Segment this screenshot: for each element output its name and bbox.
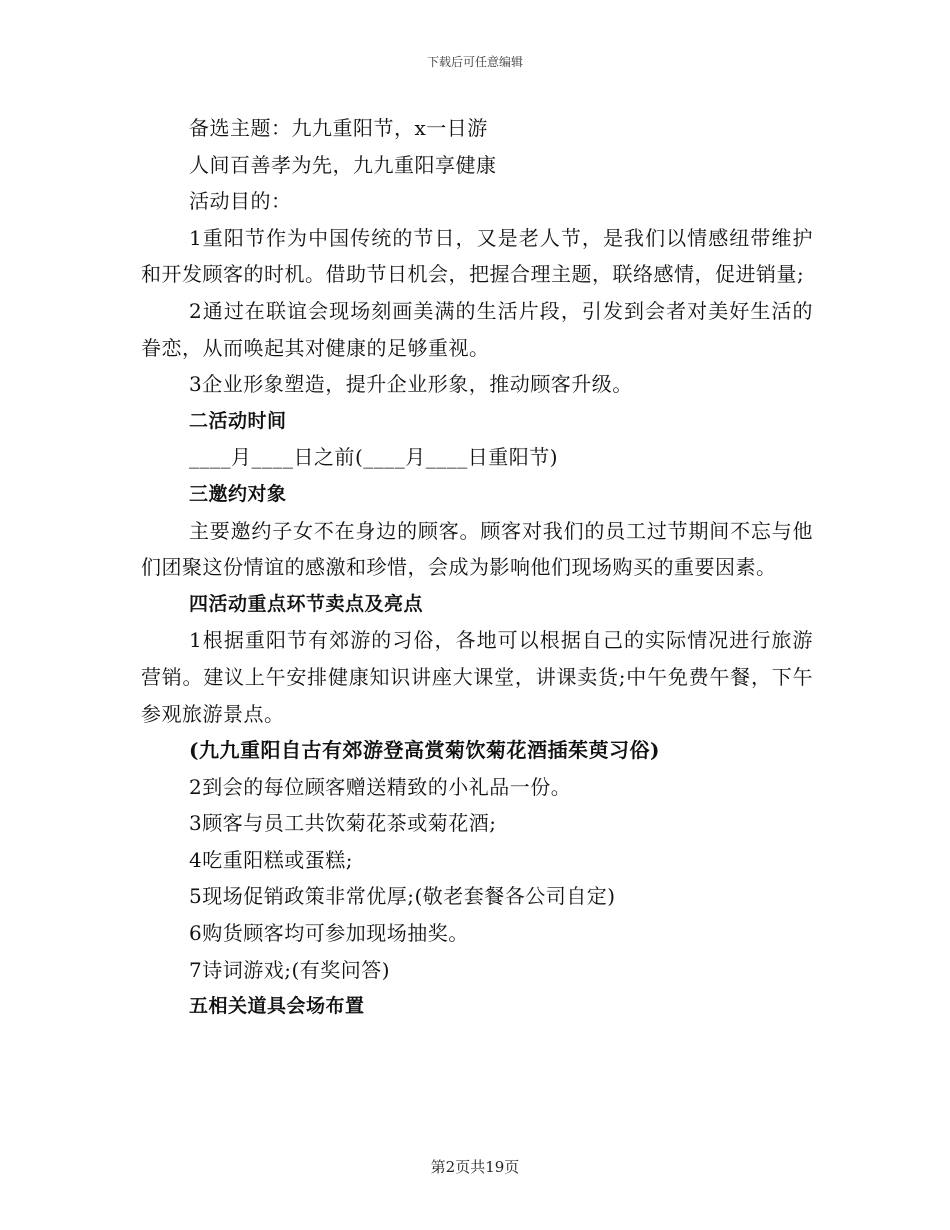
highlight-item-3: 3顾客与员工共饮菊花茶或菊花酒; (189, 811, 497, 836)
section-heading-invitees: 三邀约对象 (189, 482, 287, 505)
purpose-item-3: 3企业形象塑造，提升企业形象，推动顾客升级。 (189, 372, 633, 397)
highlight-item-1: 1根据重阳节有郊游的习俗，各地可以根据自己的实际情况进行旅游营销。建议上午安排健康知识讲座大课堂，讲课卖货;中午免费午餐，下午参观旅游景点。 (141, 628, 813, 726)
document-body (141, 110, 813, 1025)
highlight-item-4: 4吃重阳糕或蛋糕; (189, 847, 353, 872)
custom-note: (九九重阳自古有郊游登高赏菊饮菊花酒插茱萸习俗) (189, 738, 660, 763)
purpose-item-2: 2通过在联谊会现场刻画美满的生活片段，引发到会者对美好生活的眷恋，从而唤起其对健康的足够重视。 (141, 298, 813, 360)
activity-date-line: ____月____日之前(____月____日重阳节) (189, 445, 559, 470)
purpose-item-1: 1重阳节作为中国传统的节日，又是老人节，是我们以情感纽带维护和开发顾客的时机。借助节日机会，把握合理主题，联络感情，促进销量; (141, 225, 813, 287)
purpose-label: 活动目的： (189, 189, 292, 214)
highlight-item-2: 2到会的每位顾客赠送精致的小礼品一份。 (189, 774, 572, 799)
alt-theme-line: 备选主题：九九重阳节，x一日游 (189, 116, 488, 140)
section-heading-props: 五相关道具会场布置 (189, 995, 365, 1018)
page-number-footer: 第2页共19页 (430, 1158, 520, 1176)
section-heading-time: 二活动时间 (189, 409, 287, 432)
section-heading-highlights: 四活动重点环节卖点及亮点 (189, 592, 424, 615)
invitees-paragraph: 主要邀约子女不在身边的顾客。顾客对我们的员工过节期间不忘与他们团聚这份情谊的感激和珍惜，会成为影响他们现场购买的重要因素。 (141, 518, 813, 580)
highlight-item-5: 5现场促销政策非常优厚;(敬老套餐各公司自定) (189, 884, 616, 909)
highlight-item-6: 6购货顾客均可参加现场抽奖。 (189, 921, 469, 946)
highlight-item-7: 7诗词游戏;(有奖问答) (189, 957, 391, 982)
slogan-line: 人间百善孝为先，九九重阳享健康 (189, 152, 497, 177)
page-header-note: 下载后可任意编辑 (426, 55, 523, 69)
